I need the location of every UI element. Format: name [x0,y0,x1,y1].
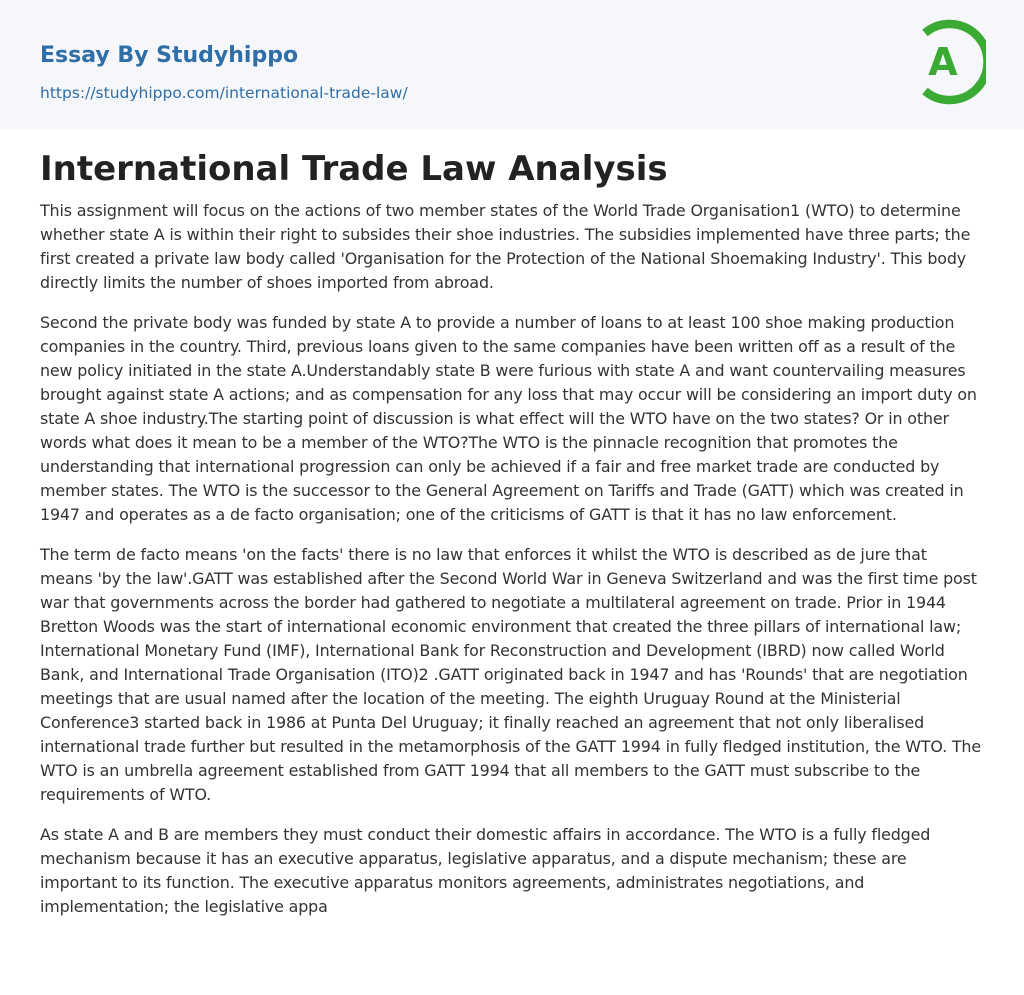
page-header [0,0,1024,129]
article-paragraph-2: Second the private body was funded by state A to provide a number of loans to at least 100 shoe making production companies in the country. Third, previous loans given to the same companies have been written off as a result of the new policy initiated in the state A.Understandably state B were furious with state A and want countervailing measures brought against state A actions; and as compensation for any loss that may occur will be considering an import duty on state A shoe industry.The starting point of discussion is what effect will the WTO have on the two states? Or in other words what does it mean to be a member of the WTO?The WTO is the pinnacle recognition that promotes the understanding that international progression can only be achieved if a fair and free market trade are conducted by member states. The WTO is the successor to the General Agreement on Tariffs and Trade (GATT) which was created in 1947 and operates as a de facto organisation; one of the criticisms of GATT is that it has no law enforcement. [40,313,977,524]
logo-letter: A [928,40,958,84]
article-paragraph-4: As state A and B are members they must conduct their domestic affairs in accordance. The WTO is a fully fledged mechanism because it has an executive apparatus, legislative apparatus, and a dispute mechanism; these are important to its function. The executive apparatus monitors agreements, administrates negotiations, and implementation; the legislative appa [40,825,931,916]
article-paragraph-1: This assignment will focus on the actions of two member states of the World Trade Organisation1 (WTO) to determine whether state A is within their right to subsides their shoe industries. The subsidies implemented have three parts; the first created a private law body called 'Organisation for the Protection of the National Shoemaking Industry'. This body directly limits the number of shoes imported from abroad. [40,201,971,292]
source-url-link[interactable]: https://studyhippo.com/international-trade-law/ [40,84,408,102]
brand-title: Essay By Studyhippo [40,43,299,68]
article-title: International Trade Law Analysis [40,149,668,189]
studyhippo-logo-icon [916,18,986,106]
article [0,148,1024,919]
article-paragraph-3: The term de facto means 'on the facts' there is no law that enforces it whilst the WTO is described as de jure that means 'by the law'.GATT was established after the Second World War in Geneva Switzerland and was the first time post war that governments across the border had gathered to negotiate a multilateral agreement on trade. Prior in 1944 Bretton Woods was the start of international economic environment that created the three pillars of international law; International Monetary Fund (IMF), International Bank for Reconstruction and Development (IBRD) now called World Bank, and International Trade Organisation (ITO)2 .GATT originated back in 1947 and has 'Rounds' that are negotiation meetings that are usual named after the location of the meeting. The eighth Uruguay Round at the Ministerial Conference3 started back in 1986 at Punta Del Uruguay; it finally reached an agreement that not only liberalised international trade further but resulted in the metamorphosis of the GATT 1994 in fully fledged institution, the WTO. The WTO is an umbrella agreement established from GATT 1994 that all members to the GATT must subscribe to the requirements of WTO. [40,545,981,804]
